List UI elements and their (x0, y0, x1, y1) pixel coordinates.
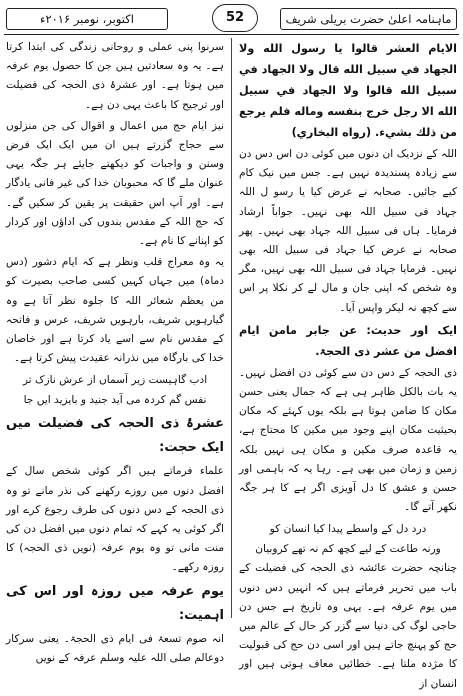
left-column (6, 38, 224, 670)
left-col-urdu-0: سرنوا پنی عملی و روحانی زندگی کی ابتدا کرتا ہے۔ یہ وہ سعادتیں ہیں جن کا حصول یوم عرفہ میں ہوتا ہے۔ اور عشرۂ ذی الحجہ کی فضیلت اور ترجیح کا باعث یہی دن ہے۔ (6, 41, 224, 111)
left-col-verse-3: ادب گاہیست زیر آسماں از عرش نازک تر (22, 374, 208, 387)
right-col-verse-4: درد دل کے واسطے پیدا کیا انسان کو (269, 523, 427, 536)
left-col-urdu-1: نیز ایام حج میں اعمال و اقوال کی جن منزلوں سے حجاج گزرتے ہیں ان میں ایک ایک فرض وسنن و واجبات کو دیکھتے جایئے ہر جگہ یہی عنوان ملے گا کہ محبوبان خدا کی غیر فانی یادگار ہے۔ اور آپ اس حقیقت پر یقین کر سکیں گے۔ کہ حج اللہ کے مقدس بندوں کی اداؤں اور کردار کو اپنانے کا نام ہے۔ (6, 119, 224, 248)
page-header (4, 4, 459, 34)
left-col-heading-7: یوم عرفہ میں روزہ اور اس کی اہمیت: (6, 583, 224, 623)
left-col-urdu-2: یہ وہ معراج قلب ونظر ہے کہ ایام دشور (دس دماہ) میں جہاں کہیں کسی صاحب بصیرت کو من یعظم شعائر اللہ کا جلوہ نظر آتا ہے وہ گیارہویں شریف، بارہویں شریف، عرس و فاتحہ کے مقدس نام سے اسے یاد کرتا ہے اور خاصان خدا کی بارگاہ میں نذرانہ عقیدت پیش کرتا ہے۔ (6, 256, 224, 365)
header-divider (4, 34, 459, 35)
issue-date: اکتوبر، نومبر ۲۰۱۶ء (6, 8, 168, 30)
right-col-urdu-1: اللہ کے نزدیک ان دنوں میں کوئی دن اس دس دن سے زیادہ پسندیدہ نہیں ہے۔ جس میں نیک کام کیے جائیں۔ صحابہ نے عرض کیا یا رسو ل اللہ جہاد فی سبیل اللہ بھی نہیں۔ جواباً ارشاد فرمایا۔ ہاں فی سبیل اللہ جہاد بھی نہیں۔ پھر صحابہ نے عرض کیا جہاد فی سبیل اللہ بھی نہیں۔ فرمایا جہاد فی سبیل اللہ بھی نہیں، مگر وہ شخص کہ اپنی جان و مال لے کر نکلا پر اس سے کچھ نہ لیکر واپس آیا۔ (239, 148, 457, 314)
column-divider (231, 38, 232, 618)
left-col-heading-5: عشرۂ ذی الحجہ کی فضیلت میں ایک حجت: (6, 416, 224, 456)
left-col-urdu-6: علماء فرماتے ہیں اگر کوئی شخص سال کے افضل دنوں میں روزے رکھنے کی نذر مانے تو وہ ذی الحجہ کے دس دنوں کی طرف رجوع کرے اور اگر کوئی یہ کہے کہ تمام دنوں میں افضل دن کی منت مانی تو وہ یوم عرفہ (نویں ذی الحجہ) کا روزہ رکھے۔ (6, 465, 224, 574)
page-number: 52 (212, 4, 258, 32)
left-col-urdu-8: انہ صوم تسعۃ فی ایام ذی الحجۃ۔ یعنی سرکار دوعالم صلی اللہ علیہ وسلم عرفہ کے نویں (6, 632, 224, 664)
left-col-verse-4: نفس گم کردہ می آید جنید و بایزید ایں جا (23, 394, 207, 407)
right-col-arabic-2: ایک اور حدیث: عن جابر مامن ایام افضل من عشر ذی الحجۃ. (239, 323, 457, 358)
right-col-urdu-3: ذی الحجہ کے دس دن سے کوئی دن افضل نہیں۔ یہ بات بالکل ظاہر ہی ہے کہ جمال یعنی حسن مکان کا ضامن ہوتا ہے بلکہ یوں کہئے کہ مکان بحیثیت مکان اپنے وجود میں مکین کا محتاج ہے، یہ قاعدہ صرف مکین و مکان ہی نہیں بلکہ زمین و زمان میں بھی ہے۔ رہا یہ کہ باہمی اور حسن و عشق کا دل آویزی اگر ہے کا ہر جگہ نکھر آتے گا۔ (239, 366, 457, 514)
right-column (239, 38, 457, 696)
right-col-arabic-0: الايام العشر قالوا يا رسول الله ولا الجهاد في سبيل الله قال ولا الجهاد في سبيل الله قالوا ولا الجهاد في سبيل الله الا رجل خرج بنفسه وماله فلم يرجع من ذلك بشيء. (رواه البخاري) (239, 42, 457, 139)
right-col-urdu-6: چنانچہ حضرت عائشہ ذی الحجہ کی فضیلت کے باب میں تحریر فرماتے ہیں کہ انہیں دس دنوں میں یوم عرفہ ہے۔ یہی وہ تاریخ ہے جس دن حاجی لوگ کی دنیا سے گزر کر حال کے عالم میں حج کو پہنچ جاتے ہیں اور اسی دن حج کی قبولیت کا مژدہ ملتا ہے۔ خطائیں معاف ہوتی ہیں اور انسان از (239, 562, 457, 690)
right-col-verse-5: ورنہ طاعت کے لیے کچھ کم نہ تھے کروبیان (255, 543, 441, 556)
magazine-title: ماہنامہ اعلیٰ حضرت بریلی شریف (280, 8, 457, 30)
